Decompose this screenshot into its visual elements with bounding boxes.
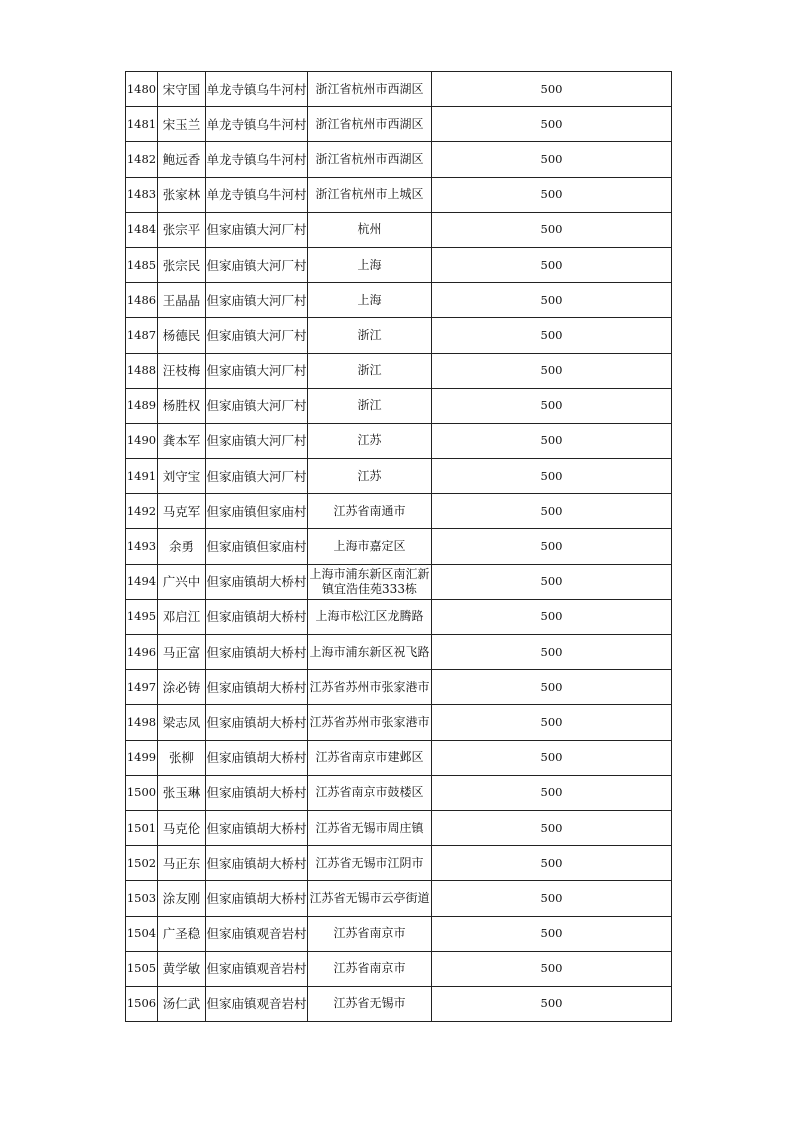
- address-cell: 江苏省南京市鼓楼区: [308, 775, 432, 810]
- amount-cell: 500: [432, 775, 672, 810]
- name-cell: 涂必铸: [158, 670, 206, 705]
- serial-number-cell: 1502: [126, 846, 158, 881]
- serial-number-cell: 1506: [126, 986, 158, 1021]
- village-cell: 但家庙镇观音岩村: [206, 951, 308, 986]
- name-cell: 鲍远香: [158, 142, 206, 177]
- serial-number-cell: 1489: [126, 388, 158, 423]
- name-cell: 王晶晶: [158, 283, 206, 318]
- address-cell: 江苏省南京市: [308, 916, 432, 951]
- name-cell: 杨胜权: [158, 388, 206, 423]
- amount-cell: 500: [432, 740, 672, 775]
- amount-cell: 500: [432, 951, 672, 986]
- serial-number-cell: 1497: [126, 670, 158, 705]
- name-cell: 汪枝梅: [158, 353, 206, 388]
- address-cell: 上海市嘉定区: [308, 529, 432, 564]
- table-row: [126, 846, 672, 881]
- name-cell: 张家林: [158, 177, 206, 212]
- address-cell: 江苏: [308, 423, 432, 458]
- village-cell: 但家庙镇但家庙村: [206, 494, 308, 529]
- table-row: [126, 107, 672, 142]
- amount-cell: 500: [432, 72, 672, 107]
- table-row: [126, 353, 672, 388]
- serial-number-cell: 1505: [126, 951, 158, 986]
- table-row: [126, 705, 672, 740]
- village-cell: 但家庙镇大河厂村: [206, 212, 308, 247]
- amount-cell: 500: [432, 142, 672, 177]
- table-row: [126, 599, 672, 634]
- table-row: [126, 423, 672, 458]
- serial-number-cell: 1492: [126, 494, 158, 529]
- table-row: [126, 986, 672, 1021]
- address-cell: 江苏省无锡市江阴市: [308, 846, 432, 881]
- address-cell: 江苏省苏州市张家港市: [308, 670, 432, 705]
- data-table: [125, 71, 672, 1022]
- name-cell: 邓启江: [158, 599, 206, 634]
- serial-number-cell: 1483: [126, 177, 158, 212]
- name-cell: 马克军: [158, 494, 206, 529]
- table-row: [126, 916, 672, 951]
- name-cell: 余勇: [158, 529, 206, 564]
- amount-cell: 500: [432, 881, 672, 916]
- village-cell: 但家庙镇大河厂村: [206, 388, 308, 423]
- table-row: [126, 740, 672, 775]
- address-cell: 浙江省杭州市西湖区: [308, 142, 432, 177]
- address-cell: 浙江省杭州市西湖区: [308, 72, 432, 107]
- serial-number-cell: 1504: [126, 916, 158, 951]
- serial-number-cell: 1488: [126, 353, 158, 388]
- address-cell: 江苏省南京市: [308, 951, 432, 986]
- name-cell: 张柳: [158, 740, 206, 775]
- name-cell: 龚本军: [158, 423, 206, 458]
- village-cell: 但家庙镇胡大桥村: [206, 775, 308, 810]
- address-cell: 浙江: [308, 388, 432, 423]
- serial-number-cell: 1481: [126, 107, 158, 142]
- address-cell: 上海市浦东新区祝飞路: [308, 635, 432, 670]
- name-cell: 马正东: [158, 846, 206, 881]
- village-cell: 但家庙镇大河厂村: [206, 423, 308, 458]
- table-row: [126, 529, 672, 564]
- serial-number-cell: 1487: [126, 318, 158, 353]
- table-row: [126, 142, 672, 177]
- address-cell: 浙江省杭州市西湖区: [308, 107, 432, 142]
- table-row: [126, 388, 672, 423]
- table-row: [126, 881, 672, 916]
- serial-number-cell: 1484: [126, 212, 158, 247]
- table-row: [126, 494, 672, 529]
- amount-cell: 500: [432, 916, 672, 951]
- village-cell: 单龙寺镇乌牛河村: [206, 142, 308, 177]
- name-cell: 汤仁武: [158, 986, 206, 1021]
- amount-cell: 500: [432, 388, 672, 423]
- address-cell: 江苏省南通市: [308, 494, 432, 529]
- amount-cell: 500: [432, 212, 672, 247]
- village-cell: 但家庙镇大河厂村: [206, 318, 308, 353]
- serial-number-cell: 1491: [126, 459, 158, 494]
- address-cell: 江苏省无锡市云亭街道: [308, 881, 432, 916]
- amount-cell: 500: [432, 423, 672, 458]
- serial-number-cell: 1486: [126, 283, 158, 318]
- village-cell: 但家庙镇大河厂村: [206, 459, 308, 494]
- amount-cell: 500: [432, 986, 672, 1021]
- table-row: [126, 775, 672, 810]
- village-cell: 但家庙镇观音岩村: [206, 916, 308, 951]
- village-cell: 但家庙镇胡大桥村: [206, 599, 308, 634]
- serial-number-cell: 1501: [126, 810, 158, 845]
- name-cell: 梁志凤: [158, 705, 206, 740]
- amount-cell: 500: [432, 247, 672, 282]
- amount-cell: 500: [432, 846, 672, 881]
- name-cell: 杨德民: [158, 318, 206, 353]
- name-cell: 张宗民: [158, 247, 206, 282]
- serial-number-cell: 1480: [126, 72, 158, 107]
- table-row: [126, 283, 672, 318]
- village-cell: 但家庙镇观音岩村: [206, 986, 308, 1021]
- village-cell: 单龙寺镇乌牛河村: [206, 72, 308, 107]
- village-cell: 但家庙镇胡大桥村: [206, 635, 308, 670]
- amount-cell: 500: [432, 635, 672, 670]
- amount-cell: 500: [432, 529, 672, 564]
- amount-cell: 500: [432, 670, 672, 705]
- table-body: [126, 72, 672, 1022]
- table-row: [126, 459, 672, 494]
- village-cell: 但家庙镇胡大桥村: [206, 564, 308, 599]
- village-cell: 但家庙镇胡大桥村: [206, 810, 308, 845]
- serial-number-cell: 1496: [126, 635, 158, 670]
- amount-cell: 500: [432, 318, 672, 353]
- name-cell: 宋玉兰: [158, 107, 206, 142]
- village-cell: 但家庙镇大河厂村: [206, 247, 308, 282]
- amount-cell: 500: [432, 705, 672, 740]
- table-row: [126, 72, 672, 107]
- amount-cell: 500: [432, 353, 672, 388]
- name-cell: 马克伦: [158, 810, 206, 845]
- name-cell: 黄学敏: [158, 951, 206, 986]
- name-cell: 张宗平: [158, 212, 206, 247]
- address-cell: 江苏省苏州市张家港市: [308, 705, 432, 740]
- village-cell: 但家庙镇胡大桥村: [206, 881, 308, 916]
- table-row: [126, 318, 672, 353]
- name-cell: 广兴中: [158, 564, 206, 599]
- address-cell: 江苏省南京市建邺区: [308, 740, 432, 775]
- name-cell: 刘守宝: [158, 459, 206, 494]
- amount-cell: 500: [432, 177, 672, 212]
- serial-number-cell: 1493: [126, 529, 158, 564]
- amount-cell: 500: [432, 459, 672, 494]
- amount-cell: 500: [432, 283, 672, 318]
- name-cell: 张玉琳: [158, 775, 206, 810]
- table-row: [126, 810, 672, 845]
- serial-number-cell: 1494: [126, 564, 158, 599]
- table-row: [126, 177, 672, 212]
- address-cell: 江苏省无锡市: [308, 986, 432, 1021]
- village-cell: 但家庙镇但家庙村: [206, 529, 308, 564]
- serial-number-cell: 1498: [126, 705, 158, 740]
- name-cell: 马正富: [158, 635, 206, 670]
- village-cell: 但家庙镇大河厂村: [206, 283, 308, 318]
- address-cell: 浙江省杭州市上城区: [308, 177, 432, 212]
- table-row: [126, 951, 672, 986]
- village-cell: 但家庙镇大河厂村: [206, 353, 308, 388]
- village-cell: 但家庙镇胡大桥村: [206, 846, 308, 881]
- name-cell: 广圣稳: [158, 916, 206, 951]
- village-cell: 但家庙镇胡大桥村: [206, 670, 308, 705]
- serial-number-cell: 1485: [126, 247, 158, 282]
- address-cell: 江苏: [308, 459, 432, 494]
- amount-cell: 500: [432, 810, 672, 845]
- table-row: [126, 212, 672, 247]
- amount-cell: 500: [432, 494, 672, 529]
- table-row: [126, 564, 672, 599]
- address-cell: 上海市浦东新区南汇新镇宜浩佳苑333栋: [308, 564, 432, 599]
- serial-number-cell: 1500: [126, 775, 158, 810]
- name-cell: 涂友刚: [158, 881, 206, 916]
- address-cell: 浙江: [308, 318, 432, 353]
- serial-number-cell: 1499: [126, 740, 158, 775]
- amount-cell: 500: [432, 599, 672, 634]
- serial-number-cell: 1490: [126, 423, 158, 458]
- address-cell: 江苏省无锡市周庄镇: [308, 810, 432, 845]
- address-cell: 杭州: [308, 212, 432, 247]
- village-cell: 单龙寺镇乌牛河村: [206, 177, 308, 212]
- table-row: [126, 247, 672, 282]
- village-cell: 但家庙镇胡大桥村: [206, 740, 308, 775]
- village-cell: 单龙寺镇乌牛河村: [206, 107, 308, 142]
- serial-number-cell: 1495: [126, 599, 158, 634]
- amount-cell: 500: [432, 107, 672, 142]
- table-row: [126, 635, 672, 670]
- address-cell: 上海市松江区龙腾路: [308, 599, 432, 634]
- serial-number-cell: 1482: [126, 142, 158, 177]
- address-cell: 上海: [308, 247, 432, 282]
- table-row: [126, 670, 672, 705]
- address-cell: 上海: [308, 283, 432, 318]
- address-cell: 浙江: [308, 353, 432, 388]
- amount-cell: 500: [432, 564, 672, 599]
- serial-number-cell: 1503: [126, 881, 158, 916]
- name-cell: 宋守国: [158, 72, 206, 107]
- village-cell: 但家庙镇胡大桥村: [206, 705, 308, 740]
